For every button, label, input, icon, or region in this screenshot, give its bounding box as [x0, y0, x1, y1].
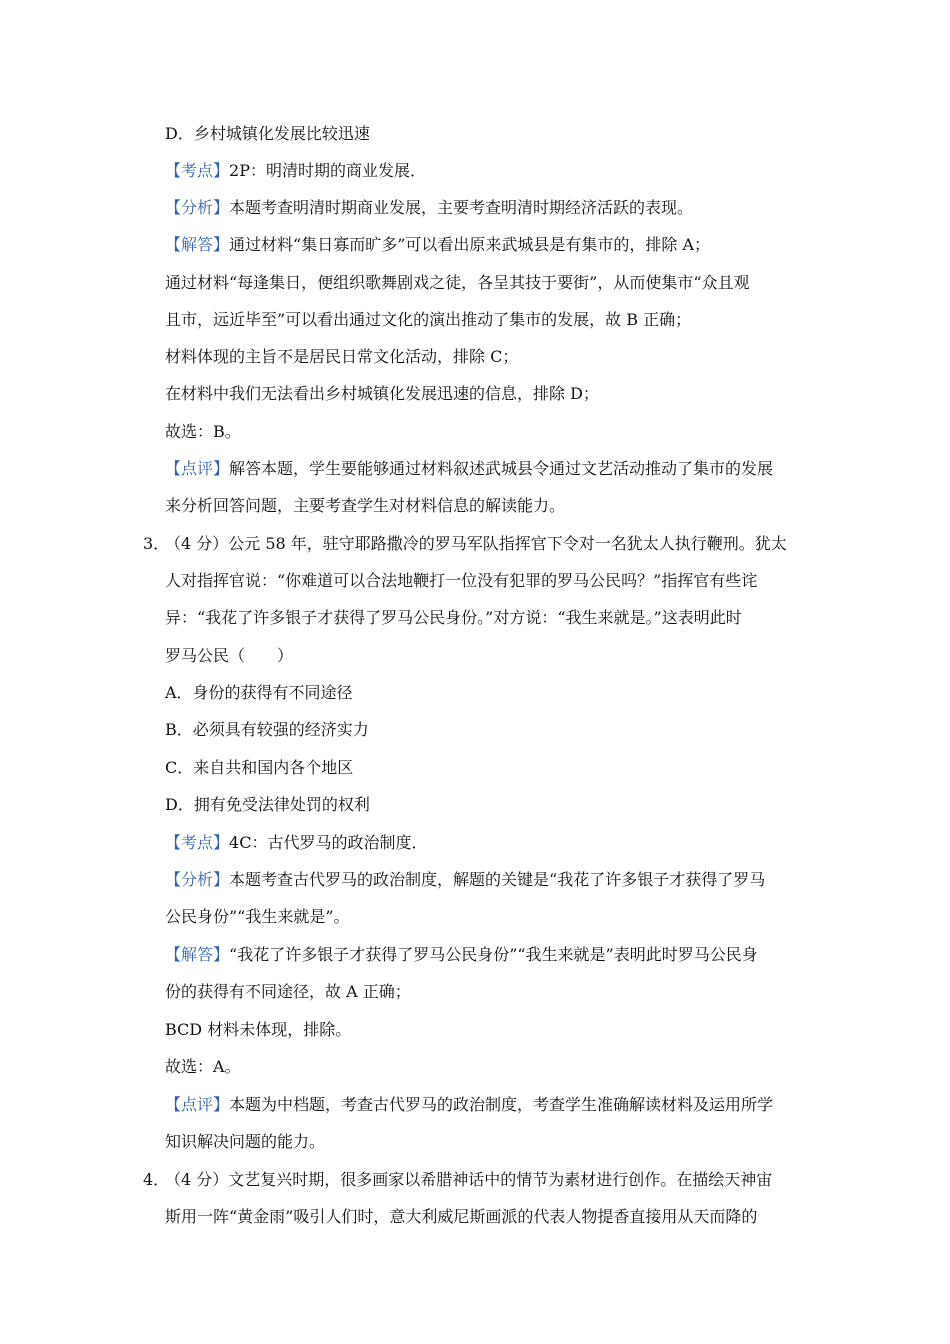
dianping-line: 本题为中档题，考查古代罗马的政治制度，考查学生准确解读材料及运用所学 [229, 1095, 774, 1114]
fenxi-row [165, 197, 693, 219]
jieda-line: 材料体现的主旨不是居民日常文化活动，排除 C； [165, 347, 519, 366]
dianping-row [165, 1094, 773, 1116]
question-stem: 人对指挥官说：“你难道可以合法地鞭打一位没有犯罪的罗马公民吗？”指挥官有些诧 [165, 571, 758, 590]
question-stem: 异：“我花了许多银子才获得了罗马公民身份。”对方说：“我生来就是。”这表明此时 [165, 608, 742, 627]
kaodian-row [165, 832, 427, 854]
kaodian-tag: 【考点】 [165, 161, 230, 180]
jieda-tag: 【解答】 [165, 235, 230, 254]
answer-line: 故选：A。 [165, 1057, 241, 1076]
jieda-row [165, 234, 710, 256]
fenxi-tag: 【分析】 [165, 198, 230, 217]
dianping-line: 来分析回答问题，主要考查学生对材料信息的解读能力。 [165, 496, 566, 515]
fenxi-line: 公民身份”“我生来就是”。 [165, 907, 350, 926]
jieda-line: 份的获得有不同途径，故 A 正确； [165, 982, 411, 1001]
jieda-line: 通过材料“集日寡而旷多”可以看出原来武城县是有集市的，排除 A； [229, 235, 711, 254]
jieda-line: “我花了许多银子才获得了罗马公民身份”“我生来就是”表明此时罗马公民身 [229, 945, 758, 964]
option-d: D．乡村城镇化发展比较迅速 [165, 124, 370, 143]
dianping-line: 知识解决问题的能力。 [165, 1132, 326, 1151]
dianping-tag: 【点评】 [165, 1095, 230, 1114]
jieda-line: 在材料中我们无法看出乡村城镇化发展迅速的信息，排除 D； [165, 384, 599, 403]
jieda-line: 通过材料“每逢集日，便组织歌舞剧戏之徒，各呈其技于要街”，从而使集市“众且观 [165, 273, 750, 292]
fenxi-tag: 【分析】 [165, 870, 230, 889]
question-number: 3． [143, 534, 170, 553]
dianping-row [165, 458, 773, 480]
option-d: D．拥有免受法律处罚的权利 [165, 795, 370, 814]
kaodian-text: 2P：明清时期的商业发展． [229, 161, 426, 180]
question-stem: （4 分）公元 58 年，驻守耶路撒冷的罗马军队指挥官下令对一名犹太人执行鞭刑。犹太 [165, 534, 787, 553]
jieda-line: 且市，远近毕至”可以看出通过文化的演出推动了集市的发展，故 B 正确； [165, 310, 692, 329]
option-b: B．必须具有较强的经济实力 [165, 720, 369, 739]
kaodian-tag: 【考点】 [165, 833, 230, 852]
question-stem: （4 分）文艺复兴时期，很多画家以希腊神话中的情节为素材进行创作。在描绘天神宙 [165, 1170, 773, 1189]
answer-line: 故选：B。 [165, 422, 241, 441]
fenxi-text: 本题考查明清时期商业发展，主要考查明清时期经济活跃的表现。 [229, 198, 694, 217]
kaodian-text: 4C：古代罗马的政治制度． [229, 833, 428, 852]
jieda-row [165, 944, 758, 966]
question-number: 4． [143, 1170, 170, 1189]
question-stem: 罗马公民（ ） [165, 646, 294, 665]
dianping-line: 解答本题，学生要能够通过材料叙述武城县令通过文艺活动推动了集市的发展 [229, 459, 774, 478]
option-c: C．来自共和国内各个地区 [165, 758, 354, 777]
fenxi-row [165, 869, 765, 891]
dianping-tag: 【点评】 [165, 459, 230, 478]
jieda-tag: 【解答】 [165, 945, 230, 964]
option-a: A．身份的获得有不同途径 [165, 683, 353, 702]
fenxi-line: 本题考查古代罗马的政治制度，解题的关键是“我花了许多银子才获得了罗马 [229, 870, 766, 889]
kaodian-row [165, 160, 426, 182]
jieda-line: BCD 材料未体现，排除。 [165, 1020, 352, 1039]
question-stem: 斯用一阵“黄金雨”吸引人们时，意大利威尼斯画派的代表人物提香直接用从天而降的 [165, 1207, 758, 1226]
